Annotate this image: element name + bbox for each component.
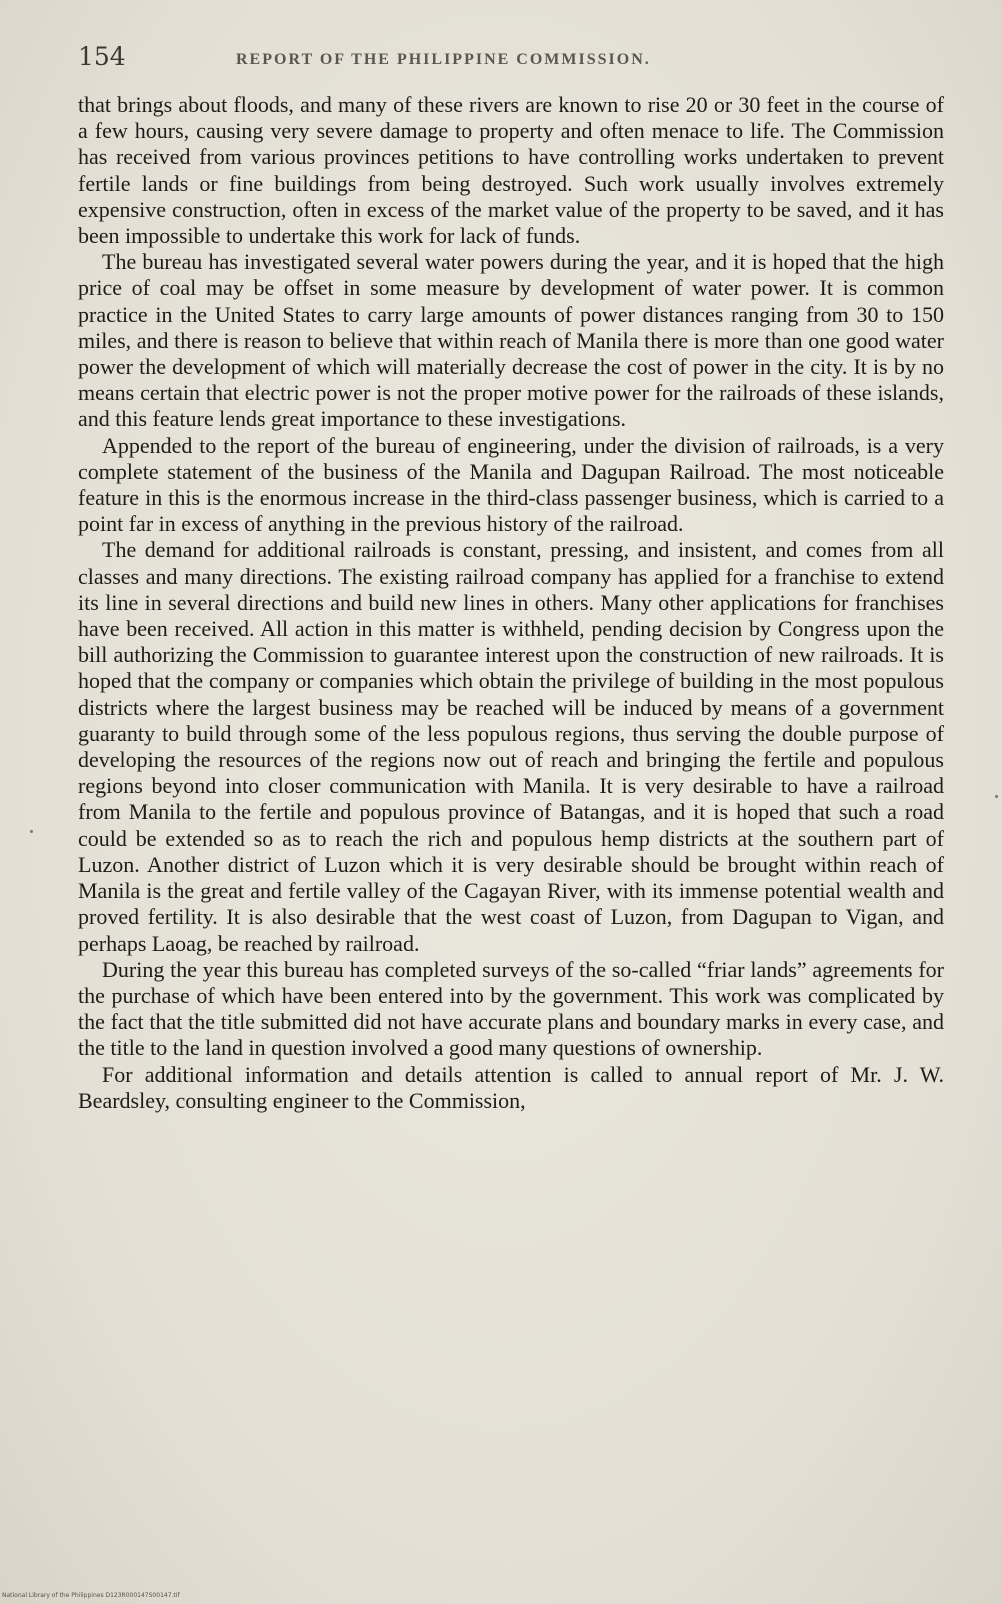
paragraph-railroad-demand: The demand for additional railroads is constant, pressing, and insistent, and comes from all classes and many directions. The existing railroad company has applied for a franchise to extend its line in several directions and build new lines in others. Many other applications for franchises have been received. All action in this matter is withheld, pending decision by Congress upon the bill authorizing the Commission to guarantee interest upon the construction of new railroads. It is hoped that the company or companies which obtain the privilege of building in the most populous districts where the largest business may be reached will be induced by means of a government guaranty to build through some of the less populous regions, thus serving the double purpose of developing the resources of the regions now out of reach and bringing the fertile and populous regions beyond into closer communication with Manila. It is very desirable to have a railroad from Manila to the fertile and populous province of Batangas, and it is hoped that such a road could be extended so as to reach the rich and populous hemp districts at the southern part of Luzon. Another district of Luzon which it is very desirable should be brought within reach of Manila is the great and fertile valley of the Cagayan River, with its immense potential wealth and proved fertility. It is also desirable that the west coast of Luzon, from Dagupan to Vigan, and perhaps Laoag, be reached by railroad. [78, 537, 944, 956]
page-number: 154 [78, 42, 126, 71]
paragraph-additional-information: For additional information and details attention is called to annual report of Mr. J. W. Beardsley, consulting engineer to the Commission, [78, 1061, 944, 1113]
scan-speck [995, 795, 998, 798]
paragraph-friar-lands: During the year this bureau has completed surveys of the so-called “friar lands” agreements for the purchase of which have been entered into by the government. This work was complicated by the fact that the title submitted did not have accurate plans and boundary marks in every case, and the title to the land in question involved a good many questions of ownership. [78, 956, 944, 1061]
running-head [78, 42, 946, 82]
scan-credit: National Library of the Philippines D123R000147S00147.tif [2, 1592, 180, 1599]
scan-speck [30, 830, 33, 833]
paragraph-floods-continuation: that brings about floods, and many of these rivers are known to rise 20 or 30 feet in the course of a few hours, causing very severe damage to property and often menace to life. The Commission has received from various provinces petitions to have controlling works undertaken to prevent fertile lands or fine buildings from being destroyed. Such work usually involves extremely expensive construction, often in excess of the market value of the property to be saved, and it has been impossible to undertake this work for lack of funds. [78, 92, 944, 249]
running-head-title: REPORT OF THE PHILIPPINE COMMISSION. [236, 51, 651, 68]
paragraph-water-powers: The bureau has investigated several water powers during the year, and it is hoped that the high price of coal may be offset in some measure by development of water power. It is common practice in the United States to carry large amounts of power distances ranging from 30 to 150 miles, and there is reason to believe that within reach of Manila there is more than one good water power the development of which will materially decrease the cost of power in the city. It is by no means certain that electric power is not the proper motive power for the railroads of these islands, and this feature lends great importance to these investigations. [78, 249, 944, 432]
paragraph-railroad-report: Appended to the report of the bureau of engineering, under the division of railroads, is a very complete statement of the business of the Manila and Dagupan Railroad. The most noticeable feature in this is the enormous increase in the third-class passenger business, which is carried to a point far in excess of anything in the previous history of the railroad. [78, 432, 944, 537]
body-text [78, 92, 944, 1114]
